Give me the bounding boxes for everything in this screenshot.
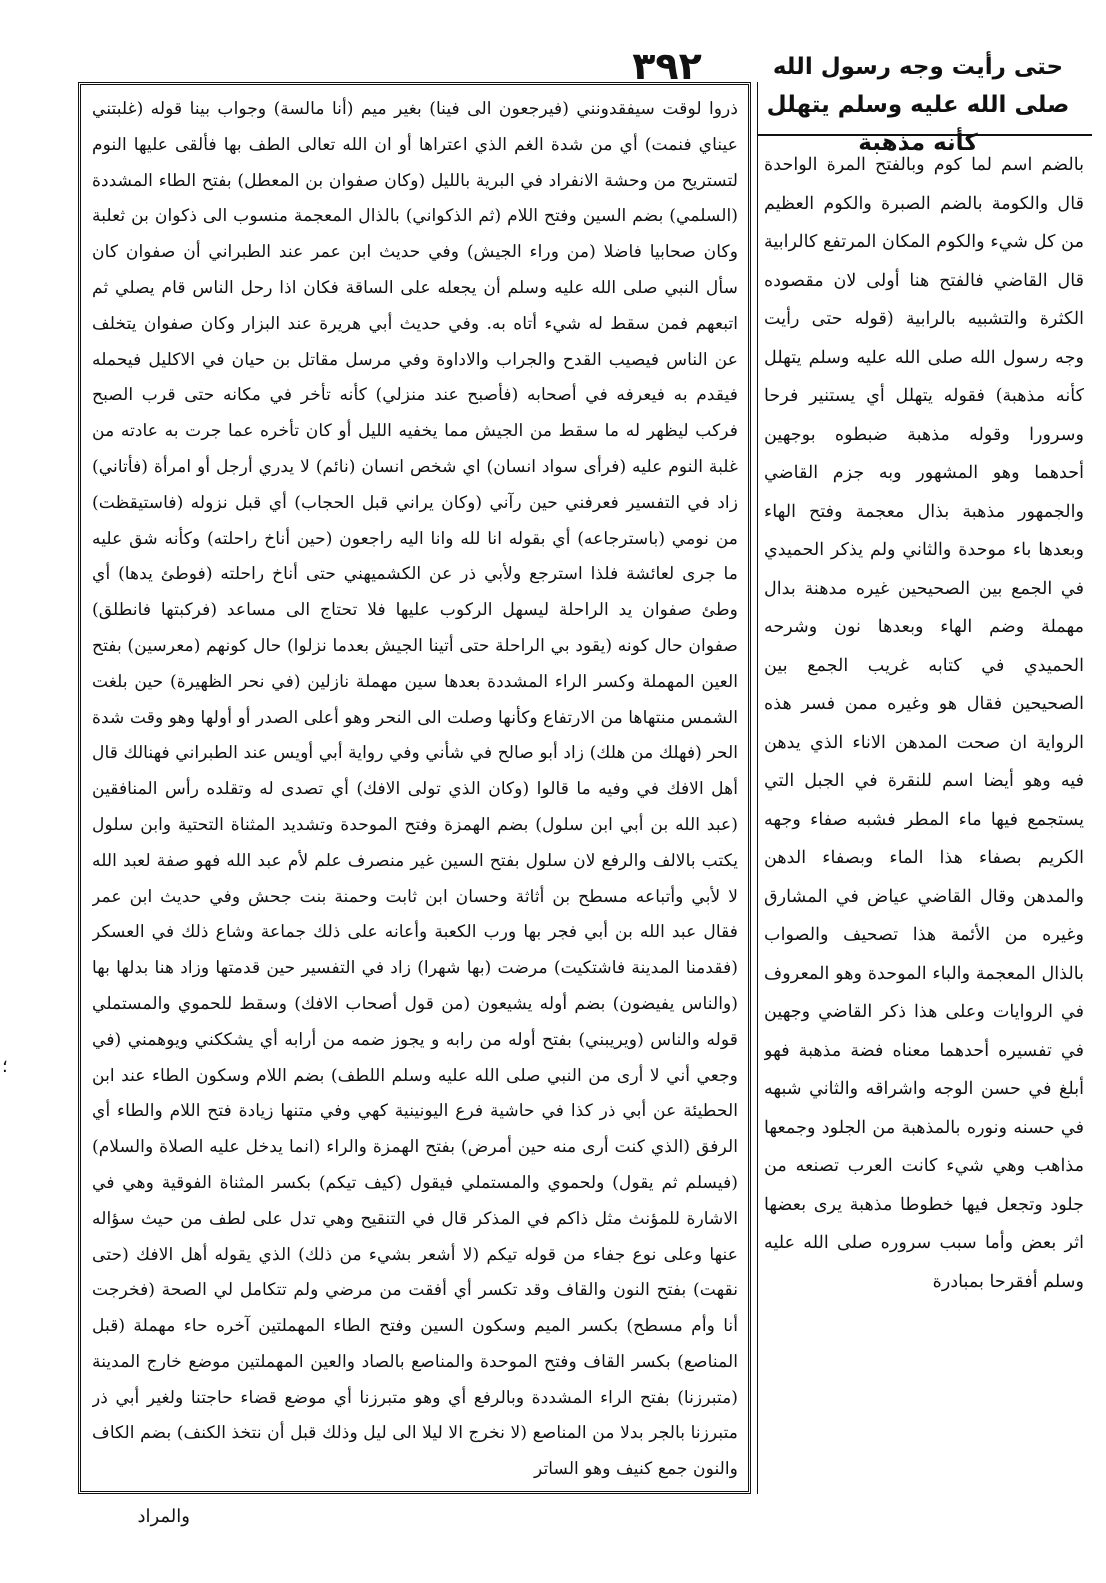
main-text-body: ذروا لوقت سيفقدونني (فيرجعون الى فينا) بغير ميم (أنا مالسة) وجواب بينا قوله (غلبتني عيناي فنمت) أي من شدة الغم الذي اعتراها أو ان الله تعالى الطف بها فألقى عليها النوم لتستريح من وحشة الانفراد في البرية بالليل (وكان صفوان بن المعطل) بفتح الطاء المشددة (السلمي) بضم السين وفتح اللام (ثم الذكواني) بالذال المعجمة منسوب الى ذكوان بن ثعلبة وكان صحابيا فاضلا (من وراء الجيش) وفي حديث ابن عمر عند الطبراني أن صفوان كان سأل النبي صلى الله عليه وسلم أن يجعله على الساقة فكان اذا رحل الناس قام يصلي ثم اتبعهم فمن سقط له شيء أتاه به. وفي حديث أبي هريرة عند البزار وكان صفوان يتخلف عن الناس فيصيب القدح والجراب والاداوة وفي مرسل مقاتل بن حيان في الاكليل فيحمله فيقدم به فيعرفه في أصحابه (فأصبح عند منزلي) كأنه تأخر في مكانه حتى قرب الصبح فركب ليظهر له ما سقط من الجيش مما يخفيه الليل أو كان تأخره عما جرت به عادته من غلبة النوم عليه (فرأى سواد انسان) اي شخص انسان (نائم) لا يدري أرجل أو امرأة (فأتاني) زاد في التفسير فعرفني حين رآني (وكان يراني قبل الحجاب) أي قبل نزوله (فاستيقظت) من نومي (باسترجاعه) أي بقوله انا لله وانا اليه راجعون (حين أناخ راحلته) وكأنه شق عليه ما جرى لعائشة فلذا استرجع ولأبي ذر عن الكشميهني حتى أناخ راحلته (فوطئ يدها) أي وطئ صفوان يد الراحلة ليسهل الركوب عليها فلا تحتاج الى مساعد (فركبتها فانطلق) صفوان حال كونه (يقود بي الراحلة حتى أتينا الجيش بعدما نزلوا) حال كونهم (معرسين) بفتح العين المهملة وكسر الراء المشددة بعدها سين مهملة نازلين (في نحر الظهيرة) حين بلغت الشمس منتهاها من الارتفاع وكأنها وصلت الى النحر وهو أعلى الصدر أو أولها وهو وقت شدة الحر (فهلك من هلك) زاد أبو صالح في شأني وفي رواية أبي أويس عند الطبراني فهنالك قال أهل الافك في وفيه ما قالوا (وكان الذي تولى الافك) أي تصدى له وتقلده رأس المنافقين (عبد الله بن أبي ابن سلول) بضم الهمزة وفتح الموحدة وتشديد المثناة التحتية وابن سلول يكتب بالالف والرفع لان سلول بفتح السين غير منصرف علم لأم عبد الله فهو صفة لعبد الله لا لأبي وأتباعه مسطح بن أثاثة وحسان ابن ثابت وحمنة بنت جحش وفي حديث ابن عمر فقال عبد الله بن أبي فجر بها ورب الكعبة وأعانه على ذلك جماعة وشاع ذلك في العسكر (فقدمنا المدينة فاشتكيت) مرضت (بها شهرا) زاد في التفسير حين قدمتها وزاد هنا بدلها بها (والناس يفيضون) بضم أوله يشيعون (من قول أصحاب الافك) وسقط للحموي والمستملي قوله والناس (ويريبني) بفتح أوله من رابه و يجوز ضمه من أرابه أي يشككني ويوهمني (في وجعي أني لا أرى من النبي صلى الله عليه وسلم اللطف) بضم اللام وسكون الطاء عند ابن الحطيئة عن أبي ذر كذا في حاشية فرع اليونينية كهي وفي متنها زيادة فتح اللام والطاء أي الرفق (الذي كنت أرى منه حين أمرض) بفتح الهمزة والراء (انما يدخل عليه الصلاة والسلام) (فيسلم ثم يقول) ولحموي والمستملي فيقول (كيف تيكم) بكسر المثناة الفوقية وهي في الاشارة للمؤنث مثل ذاكم في المذكر قال في التنقيح وهي تدل على لطف من حيث سؤاله عنها وعلى نوع جفاء من قوله تيكم (لا أشعر بشيء من ذلك) الذي يقوله أهل الافك (حتى نقهت) بفتح النون والقاف وقد تكسر أي أفقت من مرضي ولم تتكامل لي الصحة (فخرجت أنا وأم مسطح) بكسر الميم وسكون السين وفتح الطاء المهملتين آخره حاء مهملة (قبل المناصع) بكسر القاف وفتح الموحدة والمناصع بالصاد والعين المهملتين موضع خارج المدينة (متبرزنا) بفتح الراء المشددة وبالرفع أي وهو متبرزنا أي موضع قضاء حاجتنا ولغير أبي ذر متبرزنا بالجر بدلا من المناصع (لا نخرج الا ليلا الى ليل وذلك قبل أن نتخذ الكنف) بضم الكاف والنون جمع كنيف وهو الساتر [92,99,738,1480]
side-commentary-column [764,146,1084,1482]
header-title: حتى رأيت وجه رسول الله صلى الله عليه وسلم يتهلل كأنه مذهبة [766,54,1070,156]
side-commentary-body: بالضم اسم لما كوم وبالفتح المرة الواحدة قال والكومة بالضم الصبرة والكوم العظيم من كل شيء والكوم المكان المرتفع كالرابية قال القاضي فالفتح هنا أولى لان مقصوده الكثرة والتشبيه بالرابية (قوله حتى رأيت وجه رسول الله صلى الله عليه وسلم يتهلل كأنه مذهبة) فقوله يتهلل أي يستنير فرحا وسرورا وقوله مذهبة ضبطوه بوجهين أحدهما وهو المشهور وبه جزم القاضي والجمهور مذهبة بذال معجمة وفتح الهاء وبعدها باء موحدة والثاني ولم يذكر الحميدي في الجمع بين الصحيحين غيره مدهنة بدال مهملة وضم الهاء وبعدها نون وشرحه الحميدي في كتابه غريب الجمع بين الصحيحين فقال هو وغيره ممن فسر هذه الرواية ان صحت المدهن الاناء الذي يدهن فيه وهو أيضا اسم للنقرة في الجبل التي يستجمع فيها ماء المطر فشبه صفاء وجهه الكريم بصفاء هذا الماء وبصفاء الدهن والمدهن وقال القاضي عياض في المشارق وغيره من الأئمة هذا تصحيف والصواب بالذال المعجمة والباء الموحدة وهو المعروف في الروايات وعلى هذا ذكر القاضي وجهين في تفسيره أحدهما معناه فضة مذهبة فهو أبلغ في حسن الوجه واشراقه والثاني شبهه في حسنه ونوره بالمذهبة من الجلود وجمعها مذاهب وهي شيء كانت العرب تصنعه من جلود وتجعل فيها خطوطا مذهبة يرى بعضها اثر بعض وأما سبب سروره صلى الله عليه وسلم أفقرحا بمبادرة [764,155,1084,1292]
catchword: والمراد [137,1506,190,1527]
main-text-column [92,92,738,1482]
margin-mark: ؛ [2,1056,8,1077]
page-number: ٣٩٢ [632,44,702,88]
side-header-box [757,82,1092,136]
